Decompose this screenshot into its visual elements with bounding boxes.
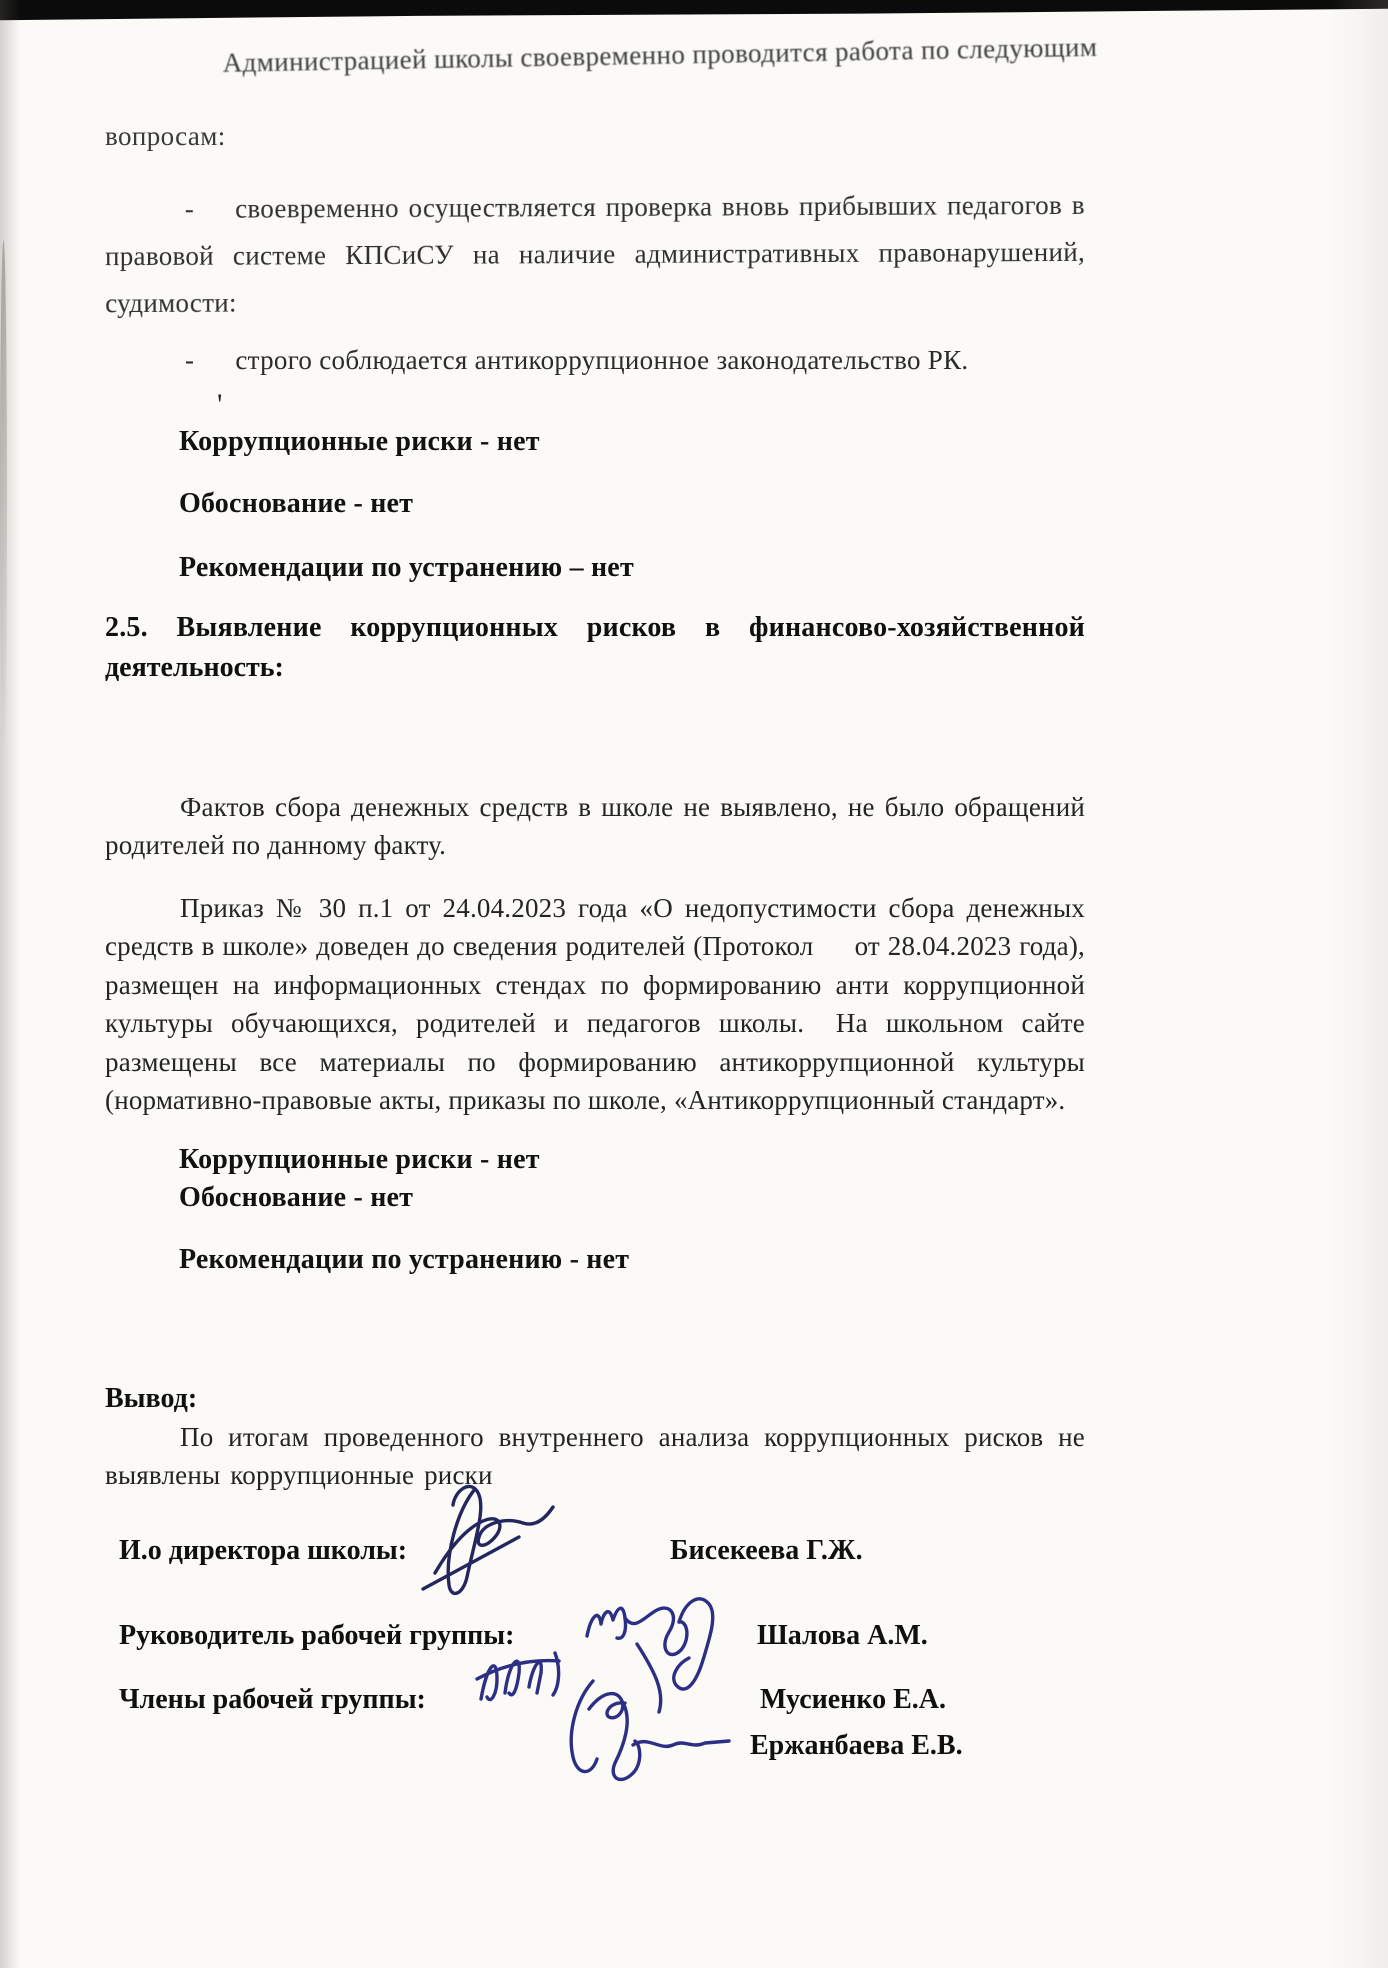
signature-row-group-members	[105, 1674, 1085, 1874]
section-2-5-heading-line2: деятельность:	[105, 651, 284, 683]
role-label-director: И.о директора школы:	[119, 1534, 408, 1566]
scan-ink-artifact: '	[217, 388, 223, 421]
bullet-item-check-teachers: - своевременно осуществляется проверка вновь прибывших педагогов в правовой системе КПСиСУ на наличие административных правонарушений, судимости:	[104, 189, 1086, 319]
scan-left-smudge	[0, 240, 7, 760]
signature-ink-bisekeeva	[405, 1477, 565, 1607]
risk-label-recommendations-2: Рекомендации по устранению - нет	[179, 1243, 630, 1275]
role-label-group-members: Члены рабочей группы:	[119, 1683, 426, 1715]
signature-ink-musienko-erzhanbaeva	[465, 1629, 735, 1809]
conclusion-paragraph: По итогам проведенного внутреннего анализа коррупционных рисков не выявлены коррупционные риски	[105, 1421, 1085, 1490]
signatory-name-shalova: Шалова А.М.	[757, 1619, 928, 1651]
facts-paragraph: Фактов сбора денежных средств в школе не выявлено, не было обращений родителей по данному факту.	[105, 791, 1085, 860]
signatory-name-erzhanbaeva: Ержанбаева Е.В.	[750, 1729, 963, 1761]
order-paragraph: Приказ № 30 п.1 от 24.04.2023 года «О недопустимости сбора денежных средств в школе» доведен до сведения родителей (Протокол от 28.04.2023 года), размещен на информационных стендах по формированию анти коррупционной культуры обучающихся, родителей и педагогов школы. На школьном сайте размещены все материалы по формированию антикоррупционной культуры (нормативно-правовые акты, приказы по школе, «Антикоррупционный стандарт».	[105, 892, 1085, 1115]
risk-label-justification-1: Обоснование - нет	[179, 487, 414, 519]
scan-right-shade	[1328, 0, 1388, 1968]
signatory-name-musienko: Мусиенко Е.А.	[760, 1683, 946, 1715]
bullet-item-anticorruption-law: - строго соблюдается антикоррупционное законодательство РК.	[185, 345, 969, 375]
role-label-group-leader: Руководитель рабочей группы:	[119, 1619, 515, 1651]
section-2-5-heading-line1: 2.5. Выявление коррупционных рисков в финансово-хозяйственной	[105, 611, 1085, 643]
risk-label-justification-2: Обоснование - нет	[179, 1181, 414, 1213]
signatory-name-bisekeeva: Бисекеева Г.Ж.	[670, 1534, 863, 1566]
document-content	[104, 0, 1098, 1874]
risk-label-risks-2: Коррупционные риски - нет	[179, 1143, 540, 1175]
conclusion-label: Вывод:	[105, 1382, 198, 1414]
intro-paragraph-line2: вопросам:	[105, 121, 226, 151]
intro-paragraph-line1: Администрацией школы своевременно проводится работа по следующим	[222, 31, 1098, 78]
risk-label-recommendations-1: Рекомендации по устранению – нет	[179, 551, 634, 583]
risk-label-risks-1: Коррупционные риски - нет	[179, 425, 540, 457]
